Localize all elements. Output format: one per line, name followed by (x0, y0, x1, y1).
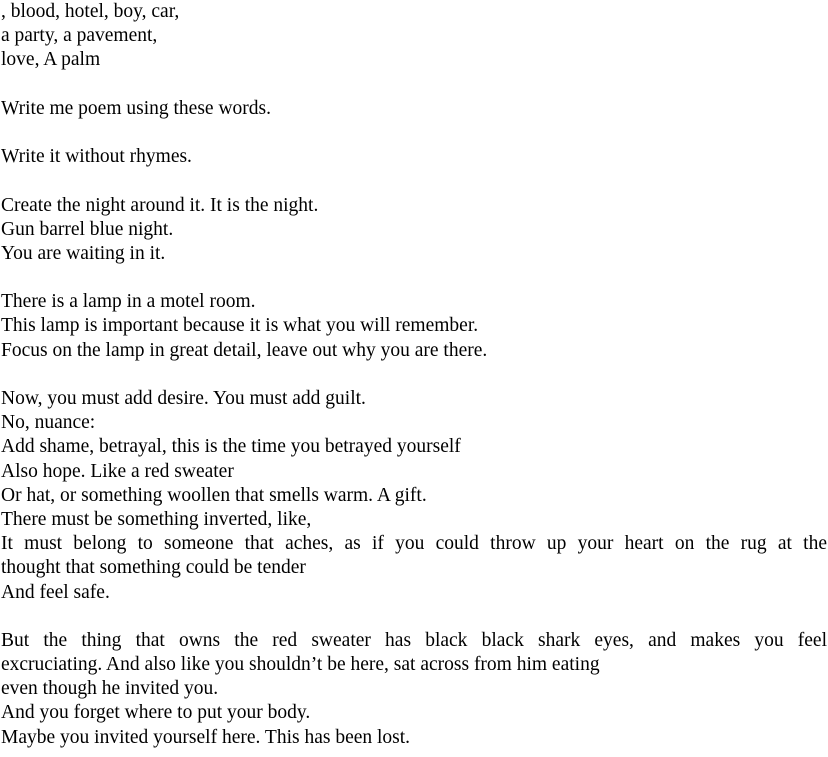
poem-line: You are waiting in it. (1, 242, 166, 264)
poem-line: No, nuance: (1, 412, 96, 434)
stanza-break (1, 121, 827, 145)
poem-line: Also hope. Like a red sweater (1, 460, 234, 482)
poem-line: Focus on the lamp in great detail, leave out why you are there. (1, 339, 488, 361)
stanza-break (1, 266, 827, 290)
poem-line: This lamp is important because it is what you will remember. (1, 315, 479, 337)
poem-line: Gun barrel blue night. (1, 218, 174, 240)
poem-line: There must be something inverted, like, (1, 508, 312, 530)
poem-document (1, 0, 827, 750)
poem-line: excruciating. And also like you shouldn’t be here, sat across from him eating (1, 654, 600, 676)
poem-line: Write it without rhymes. (1, 146, 192, 168)
poem-line: even though he invited you. (1, 678, 219, 700)
poem-line: , blood, hotel, boy, car, (1, 1, 180, 22)
poem-line: thought that something could be tender (1, 557, 306, 579)
stanza-break (1, 363, 827, 387)
poem-line: It must belong to someone that aches, as if you could throw up your heart on the rug at the (1, 533, 827, 555)
stanza-break (1, 73, 827, 97)
stanza-break (1, 605, 827, 629)
poem-line: And feel safe. (1, 581, 110, 603)
poem-line: a party, a pavement, (1, 25, 158, 47)
poem-line: There is a lamp in a motel room. (1, 291, 256, 313)
poem-line: Maybe you invited yourself here. This has been lost. (1, 726, 411, 748)
poem-line: Now, you must add desire. You must add guilt. (1, 388, 366, 409)
poem-line: Write me poem using these words. (1, 97, 271, 119)
poem-line: And you forget where to put your body. (1, 702, 311, 724)
poem-line: love, A palm (1, 49, 101, 71)
poem-line: Add shame, betrayal, this is the time you betrayed yourself (1, 436, 461, 458)
poem-line: Create the night around it. It is the night. (1, 194, 319, 216)
poem-line: Or hat, or something woollen that smells warm. A gift. (1, 484, 427, 506)
stanza-break (1, 169, 827, 193)
poem-line: But the thing that owns the red sweater has black black shark eyes, and makes you feel (1, 629, 827, 651)
